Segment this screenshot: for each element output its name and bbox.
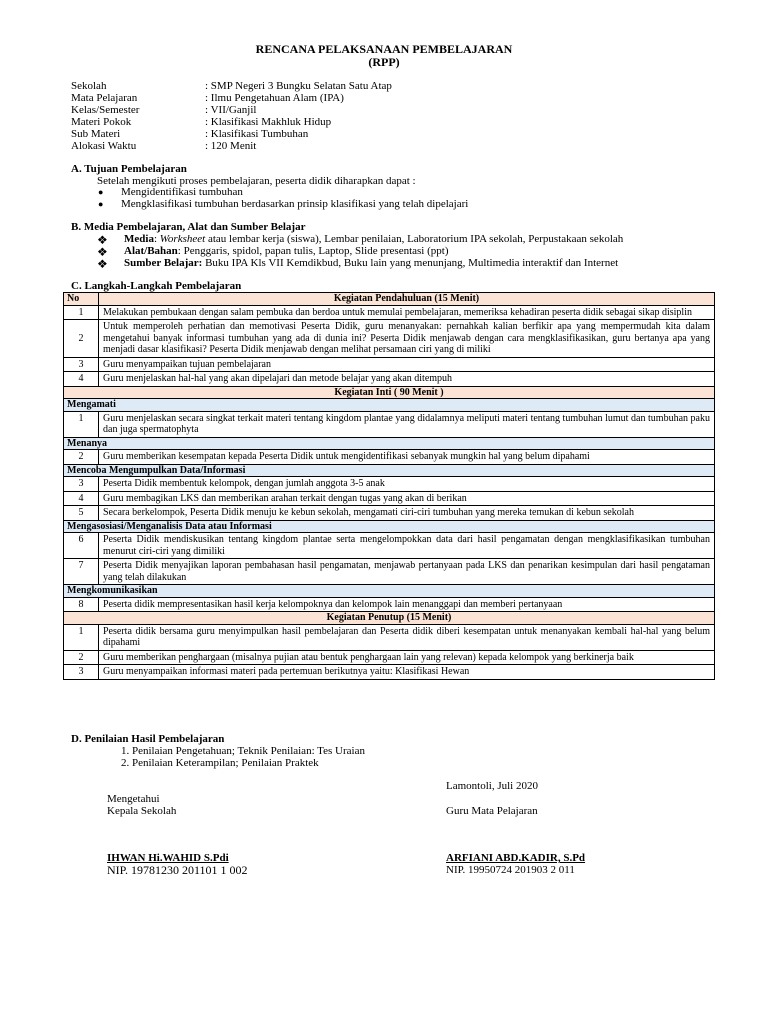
table-row <box>64 559 715 585</box>
table-header-row <box>64 293 715 306</box>
group-label: Menanya <box>64 437 715 450</box>
group-label: Mencoba Mengumpulkan Data/Informasi <box>64 464 715 477</box>
row-text: Secara berkelompok, Peserta Didik menuju ke kebun sekolah, mengamati ciri-ciri tumbuhan yang mereka temukan di kebun sekolah <box>99 506 715 521</box>
row-number: 6 <box>64 533 99 559</box>
row-number: 1 <box>64 411 99 437</box>
row-text: Guru menjelaskan secara singkat terkait materi tentang kingdom plantae yang didalamnya meliputi materi tentang tumbuhan lumut dan tumbuhan paku dan juga spermatophyta <box>99 411 715 437</box>
media-item-separator: : <box>153 233 160 245</box>
column-no-header: No <box>64 293 99 306</box>
objective-item: Mengidentifikasi tumbuhan <box>121 186 243 198</box>
row-number: 1 <box>64 305 99 320</box>
row-number: 2 <box>64 650 99 665</box>
row-text: Guru menjelaskan hal-hal yang akan dipelajari dan metode belajar yang akan ditempuh <box>99 372 715 387</box>
document-title: RENCANA PELAKSANAAN PEMBELAJARAN <box>255 42 513 56</box>
row-text: Melakukan pembukaan dengan salam pembuka dan berdoa untuk memulai pembelajaran, memeriksa kehadiran peserta didik sebagai sikap disiplin <box>99 305 715 320</box>
row-number: 5 <box>64 506 99 521</box>
media-item-italic: Worksheet <box>159 233 206 245</box>
identity-value: : Klasifikasi Tumbuhan <box>205 128 309 140</box>
table-row <box>64 650 715 665</box>
row-text: Peserta didik mempresentasikan hasil kerja kelompoknya dan kelompok lain menanggapi dan memberi pertanyaan <box>99 597 715 612</box>
row-text: Peserta Didik mendiskusikan tentang kingdom plantae serta mengelompokkan data dari hasil pengamatan dengan mengklasifikasikan tumbuhan menurut ciri-ciri yang dimiliki <box>99 533 715 559</box>
diamond-bullet-icon: ❖ <box>97 233 108 247</box>
row-text: Peserta didik bersama guru menyimpulkan hasil pembelajaran dan Peserta didik diberi kesempatan untuk menanyakan kembali hal-hal yang belum dipahami <box>99 624 715 650</box>
table-row <box>64 450 715 465</box>
section-b-heading: B. Media Pembelajaran, Alat dan Sumber Belajar <box>71 221 306 233</box>
bullet-icon: ● <box>98 187 104 197</box>
row-text: Peserta Didik membentuk kelompok, dengan jumlah anggota 3-5 anak <box>99 477 715 492</box>
row-number: 3 <box>64 357 99 372</box>
row-number: 3 <box>64 665 99 680</box>
table-section-row <box>64 612 715 625</box>
identity-label: Alokasi Waktu <box>71 140 137 152</box>
objective-item: Mengklasifikasi tumbuhan berdasarkan prinsip klasifikasi yang telah dipelajari <box>121 198 469 210</box>
section-d-heading: D. Penilaian Hasil Pembelajaran <box>71 733 225 745</box>
media-item-separator: : <box>177 245 184 257</box>
identity-value: : VII/Ganjil <box>205 104 257 116</box>
media-item <box>124 233 623 245</box>
identity-label: Mata Pelajaran <box>71 92 138 104</box>
row-text: Guru memberikan penghargaan (misalnya pujian atau bentuk penghargaan lain yang relevan) kepada kelompok yang berkinerja baik <box>99 650 715 665</box>
media-item <box>124 257 618 269</box>
table-row <box>64 411 715 437</box>
identity-label: Materi Pokok <box>71 116 132 128</box>
row-text: Guru membagikan LKS dan memberikan arahan terkait dengan tugas yang akan di berikan <box>99 491 715 506</box>
teacher-name: ARFIANI ABD.KADIR, S.Pd <box>446 852 586 864</box>
assessment-item: 2. Penilaian Keterampilan; Penilaian Praktek <box>121 757 319 769</box>
row-number: 2 <box>64 450 99 465</box>
media-item-text: atau lembar kerja (siswa), Lembar penilaian, Laboratorium IPA sekolah, Perpustakaan sekolah <box>205 233 624 245</box>
table-row <box>64 597 715 612</box>
section-a-intro: Setelah mengikuti proses pembelajaran, peserta didik diharapkan dapat : <box>97 175 416 187</box>
identity-label: Sub Materi <box>71 128 121 140</box>
assessment-item: 1. Penilaian Pengetahuan; Teknik Penilaian: Tes Uraian <box>121 745 365 757</box>
diamond-bullet-icon: ❖ <box>97 257 108 271</box>
table-row <box>64 491 715 506</box>
identity-value: : Klasifikasi Makhluk Hidup <box>205 116 332 128</box>
table-group-row <box>64 520 715 533</box>
table-row <box>64 305 715 320</box>
learning-steps-table <box>63 292 715 680</box>
group-label: Mengasosiasi/Menganalisis Data atau Informasi <box>64 520 715 533</box>
row-number: 8 <box>64 597 99 612</box>
table-row <box>64 506 715 521</box>
row-number: 1 <box>64 624 99 650</box>
table-row <box>64 320 715 358</box>
table-group-row <box>64 399 715 412</box>
row-text: Guru menyampaikan tujuan pembelajaran <box>99 357 715 372</box>
signature-left-role: Kepala Sekolah <box>107 805 177 817</box>
table-row <box>64 477 715 492</box>
pendahuluan-header: Kegiatan Pendahuluan (15 Menit) <box>99 293 715 306</box>
row-text: Peserta Didik menyajikan laporan pembahasan hasil pengamatan, menjawab pertanyaan pada LKS dan penarikan kesimpulan dari hasil pengataman yang telah dilakukan <box>99 559 715 585</box>
principal-name: IHWAN Hi.WAHID S.Pdi <box>107 852 229 864</box>
media-item-label: Sumber Belajar: <box>124 257 203 269</box>
media-item-label: Media <box>124 233 154 245</box>
row-number: 4 <box>64 491 99 506</box>
document-subtitle: (RPP) <box>368 55 400 69</box>
identity-label: Kelas/Semester <box>71 104 140 116</box>
row-text: Guru menyampaikan informasi materi pada pertemuan berikutnya yaitu: Klasifikasi Hewan <box>99 665 715 680</box>
media-item-label: Alat/Bahan <box>124 245 178 257</box>
signature-left-title: Mengetahui <box>107 793 160 805</box>
signature-right-role: Guru Mata Pelajaran <box>446 805 538 817</box>
section-c-heading: C. Langkah-Langkah Pembelajaran <box>71 280 242 292</box>
table-row <box>64 357 715 372</box>
diamond-bullet-icon: ❖ <box>97 245 108 259</box>
media-item-text: Buku IPA Kls VII Kemdikbud, Buku lain yang menunjang, Multimedia interaktif dan Internet <box>205 257 619 269</box>
place-date: Lamontoli, Juli 2020 <box>446 780 538 792</box>
inti-header: Kegiatan Inti ( 90 Menit ) <box>64 386 715 399</box>
table-row <box>64 372 715 387</box>
group-label: Mengamati <box>64 399 715 412</box>
table-group-row <box>64 585 715 598</box>
table-row <box>64 624 715 650</box>
row-number: 4 <box>64 372 99 387</box>
table-group-row <box>64 464 715 477</box>
identity-value: : Ilmu Pengetahuan Alam (IPA) <box>205 92 344 104</box>
bullet-icon: ● <box>98 199 104 209</box>
table-row <box>64 665 715 680</box>
row-text: Untuk memperoleh perhatian dan memotivasi Peserta Didik, guru menanyakan: pernahkah kalian berfikir apa yang mempermudah kita dalam mengetahui banyak informasi tumbuhan yang ada di dunia ini? Peserta Didik menjawab dengan cara mengklasifikasikan, guru bertanya apa yang menjadi dasar klasifikasi? Peserta Didik menjawab dengan melihat persamaan ciri yang di miliki <box>99 320 715 358</box>
media-item-text: Penggaris, spidol, papan tulis, Laptop, Slide presentasi (ppt) <box>183 245 449 257</box>
group-label: Mengkomunikasikan <box>64 585 715 598</box>
table-group-row <box>64 437 715 450</box>
table-section-row <box>64 386 715 399</box>
identity-value: : 120 Menit <box>205 140 257 152</box>
table-row <box>64 533 715 559</box>
principal-nip: NIP. 19781230 201101 1 002 <box>107 863 248 877</box>
teacher-nip: NIP. 19950724 201903 2 011 <box>446 864 575 876</box>
row-number: 3 <box>64 477 99 492</box>
identity-label: Sekolah <box>71 80 107 92</box>
row-number: 2 <box>64 320 99 358</box>
media-item <box>124 245 449 257</box>
row-number: 7 <box>64 559 99 585</box>
identity-value: : SMP Negeri 3 Bungku Selatan Satu Atap <box>205 80 392 92</box>
row-text: Guru memberikan kesempatan kepada Peserta Didik untuk mengidentifikasi sebanyak mungkin hal yang belum dipahami <box>99 450 715 465</box>
penutup-header: Kegiatan Penutup (15 Menit) <box>64 612 715 625</box>
section-a-heading: A. Tujuan Pembelajaran <box>71 163 187 175</box>
